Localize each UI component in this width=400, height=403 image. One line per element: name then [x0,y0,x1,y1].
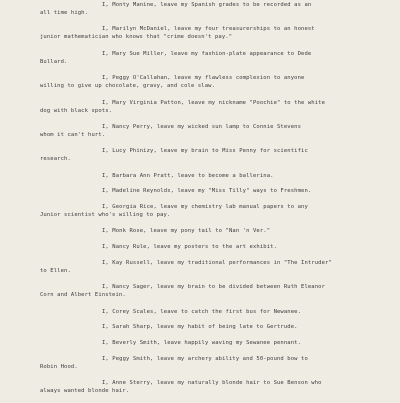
entry-first-line: I, Peggy O'Callahan, leave my flawless complexion to anyone [102,75,305,82]
entry-continuation: Corn and Albert Einstein. [40,292,126,299]
entry-first-line: I, Madeline Reynolds, leave my "Miss Tilly" ways to Freshmen. [102,188,312,195]
bequest-entry [40,99,376,115]
bequest-entry [40,308,376,316]
entry-continuation: whom it can't hurt. [40,131,106,138]
bequest-entry [40,123,376,139]
bequest-entry [40,74,376,90]
bequest-entry [40,172,376,180]
bequest-entry [40,379,376,395]
bequest-entry [40,355,376,371]
bequest-entry [40,50,376,66]
bequest-entry [40,283,376,299]
entry-first-line: I, Nancy Rule, leave my posters to the art exhibit. [102,244,277,251]
entry-first-line: I, Mary Sue Miller, leave my fashion-plate appearance to Dede [102,50,312,57]
bequest-entry [40,147,376,163]
entry-first-line: I, Monk Rose, leave my pony tail to "Nan 'n Ver." [102,228,271,235]
entry-first-line: I, Barbara Ann Pratt, leave to become a ballerina. [102,172,274,179]
bequest-entry [40,203,376,219]
entry-first-line: I, Georgia Rice, leave my chemistry lab manual papers to any [102,204,308,210]
entry-first-line: I, Nancy Sager, leave my brain to be divided between Ruth Eleanor [102,284,326,291]
bequest-entry [40,25,376,41]
entry-first-line: I, Kay Russell, leave my traditional performances in "The Intruder" [102,259,332,266]
entry-first-line: I, Anne Sterry, leave my naturally blonde hair to Sue Benson who [102,379,322,386]
entry-continuation: junior mathematician who knows that "crime doesn't pay." [40,34,233,41]
entry-continuation: Robin Hood. [40,363,78,370]
entry-continuation: all time high. [40,10,89,17]
entry-continuation: dog with black spots. [40,107,113,114]
entry-continuation: willing to give up chocolate, gravy, and cole slaw. [40,83,215,90]
entry-first-line: I, Lucy Phinizy, leave my brain to Miss Penny for scientific [102,148,308,155]
entry-first-line: I, Beverly Smith, leave happily waving my Sewanee pennant. [102,339,302,346]
entry-first-line: I, Sarah Sharp, leave my habit of being late to Gertrude. [102,324,298,331]
entry-first-line: I, Mary Virginia Patton, leave my nickname "Poochie" to the white [102,99,326,106]
entry-continuation: to Ellen. [40,267,71,274]
entry-continuation: always wanted blonde hair. [40,388,130,395]
bequest-entry [40,243,376,251]
entry-continuation: Bullard. [40,58,68,65]
entry-first-line: I, Peggy Smith, leave my archery ability and 50-pound bow to [102,355,308,362]
entry-continuation: research. [40,156,71,163]
entry-first-line: I, Corey Scales, leave to catch the first bus for Newanee. [102,308,302,315]
entry-first-line: I, Monty Manine, leave my Spanish grades to be recorded as an [102,2,312,8]
bequest-entry [40,227,376,235]
bequest-entry [40,259,376,275]
bequest-list [40,1,376,403]
bequest-entry [40,339,376,347]
entry-first-line: I, Nancy Perry, leave my wicked sun lamp to Connie Stevens [102,123,302,130]
bequest-entry [40,187,376,195]
bequest-entry [40,323,376,331]
entry-continuation: Junior scientist who's willing to pay. [40,212,171,219]
entry-first-line: I, Marilyn McDaniel, leave my four treasurerships to an honest [102,26,315,33]
bequest-entry [40,1,376,17]
